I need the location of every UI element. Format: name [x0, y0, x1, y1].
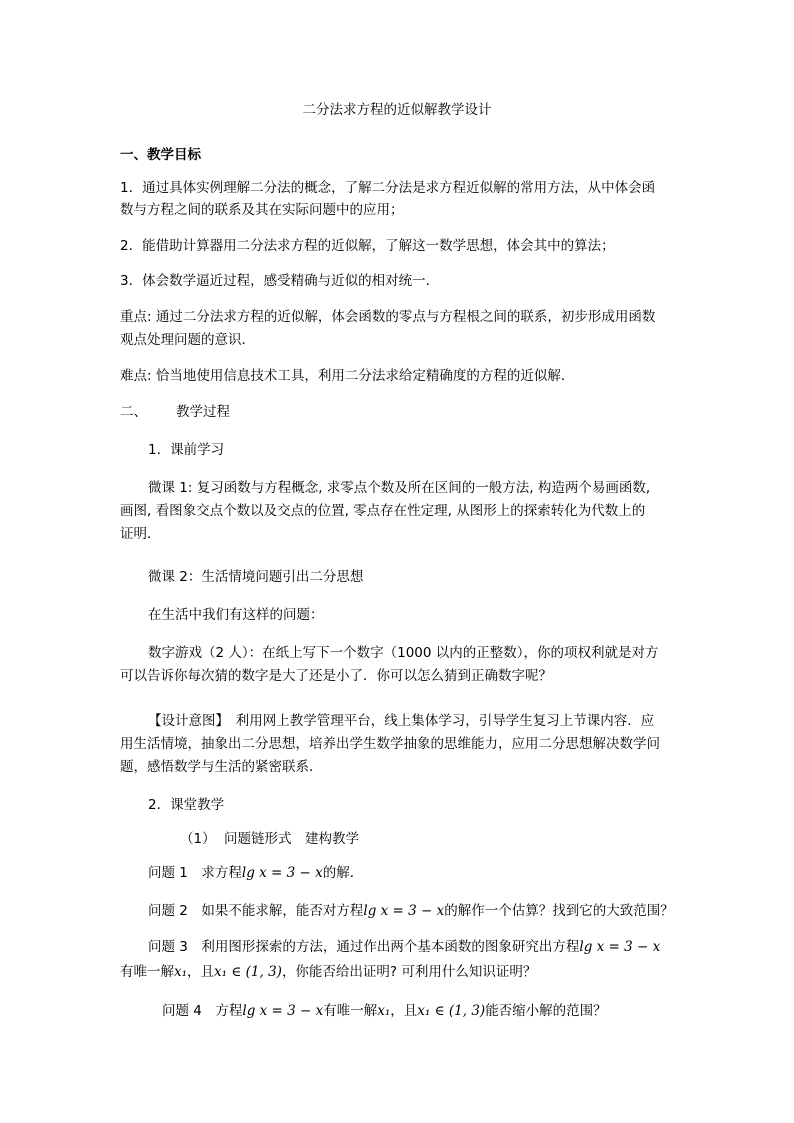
equation: lg x = 3 − x [241, 865, 323, 881]
subsection-1-title: 问题链形式 建构教学 [224, 831, 359, 847]
question-4-unique-solution: 有唯一解 [323, 1003, 378, 1019]
root-interval: x₁ ∈ (1, 3) [214, 964, 282, 980]
goal-3: 3．体会数学逼近过程，感受精确与近似的相对统一． [120, 273, 440, 289]
design-intent-line-2: 用生活情境，抽象出二分思想，培养出学生数学抽象的思维能力，应用二分思想解决数学问 [120, 736, 660, 752]
difficulty-point: 难点: 恰当地使用信息技术工具，利用二分法求给定精确度的方程的近似解． [120, 368, 575, 384]
key-point-line-1: 重点: 通过二分法求方程的近似解，体会函数的零点与方程根之间的联系，初步形成用函数 [120, 309, 656, 325]
number-game-line-2: 可以告诉你每次猜的数字是大了还是小了．你可以怎么猜到正确数字呢？ [120, 668, 552, 684]
pre-class-heading: 1．课前学习 [148, 442, 225, 458]
question-4-prefix: 问题 4 方程 [162, 1003, 243, 1019]
micro-lesson-1-line-1: 微课 1: 复习函数与方程概念, 求零点个数及所在区间的一般方法, 构造两个易画函数, [148, 480, 651, 496]
class-teaching-heading: 2．课堂教学 [148, 797, 225, 813]
question-4-suffix: 能否缩小解的范围？ [485, 1003, 607, 1019]
root-x1: x₁ [174, 964, 188, 980]
goal-1-line-2: 数与方程之间的联系及其在实际问题中的应用； [120, 202, 404, 218]
question-1-suffix: 的解． [322, 865, 364, 881]
question-3-suffix: ，你能否给出证明? 可利用什么知识证明？ [281, 964, 537, 980]
question-3-and: ，且 [187, 964, 215, 980]
question-4 [162, 1001, 607, 1021]
number-game-line-1: 数字游戏（2 人）：在纸上写下一个数字（1000 以内的正整数），你的项权利就是对方 [148, 645, 659, 661]
section-number-process: 二、 [120, 404, 147, 420]
section-heading-goals: 一、教学目标 [120, 147, 201, 163]
question-1-prefix: 问题 1 求方程 [148, 865, 242, 881]
question-2-suffix: 的解作一个估算？找到它的大致范围？ [444, 903, 674, 919]
question-2 [148, 901, 674, 921]
document-title: 二分法求方程的近似解教学设计 [302, 102, 492, 118]
question-3-line-1 [148, 937, 660, 957]
micro-lesson-1-line-3: 证明． [120, 526, 161, 542]
question-3-unique-solution: 有唯一解 [120, 964, 174, 980]
life-intro: 在生活中我们有这样的问题： [148, 607, 324, 623]
design-intent-line-1: 【设计意图】 利用网上教学管理平台，线上集体学习，引导学生复习上节课内容．应 [148, 713, 655, 729]
equation: lg x = 3 − x [579, 939, 661, 955]
subsection-1-number: （1） [180, 831, 216, 847]
question-2-prefix: 问题 2 如果不能求解，能否对方程 [148, 903, 364, 919]
section-heading-process: 教学过程 [176, 404, 230, 420]
equation: lg x = 3 − x [363, 903, 445, 919]
micro-lesson-1-line-2: 画图, 看图象交点个数以及交点的位置, 零点存在性定理, 从图形上的探索转化为代数上的 [120, 503, 646, 519]
root-x1: x₁ [377, 1003, 391, 1019]
key-point-line-2: 观点处理问题的意识． [120, 332, 255, 348]
design-intent-line-3: 题，感悟数学与生活的紧密联系． [120, 759, 323, 775]
root-interval: x₁ ∈ (1, 3) [417, 1003, 486, 1019]
question-1 [148, 863, 363, 883]
micro-lesson-2: 微课 2：生活情境问题引出二分思想 [148, 569, 364, 585]
question-4-and: ，且 [390, 1003, 418, 1019]
question-3-prefix: 问题 3 利用图形探索的方法，通过作出两个基本函数的图象研究出方程 [148, 939, 580, 955]
equation: lg x = 3 − x [242, 1003, 324, 1019]
goal-1-line-1: 1．通过具体实例理解二分法的概念，了解二分法是求方程近似解的常用方法，从中体会函 [120, 180, 656, 196]
goal-2: 2．能借助计算器用二分法求方程的近似解，了解这一数学思想，体会其中的算法； [120, 238, 615, 254]
question-3-line-2 [120, 962, 536, 982]
